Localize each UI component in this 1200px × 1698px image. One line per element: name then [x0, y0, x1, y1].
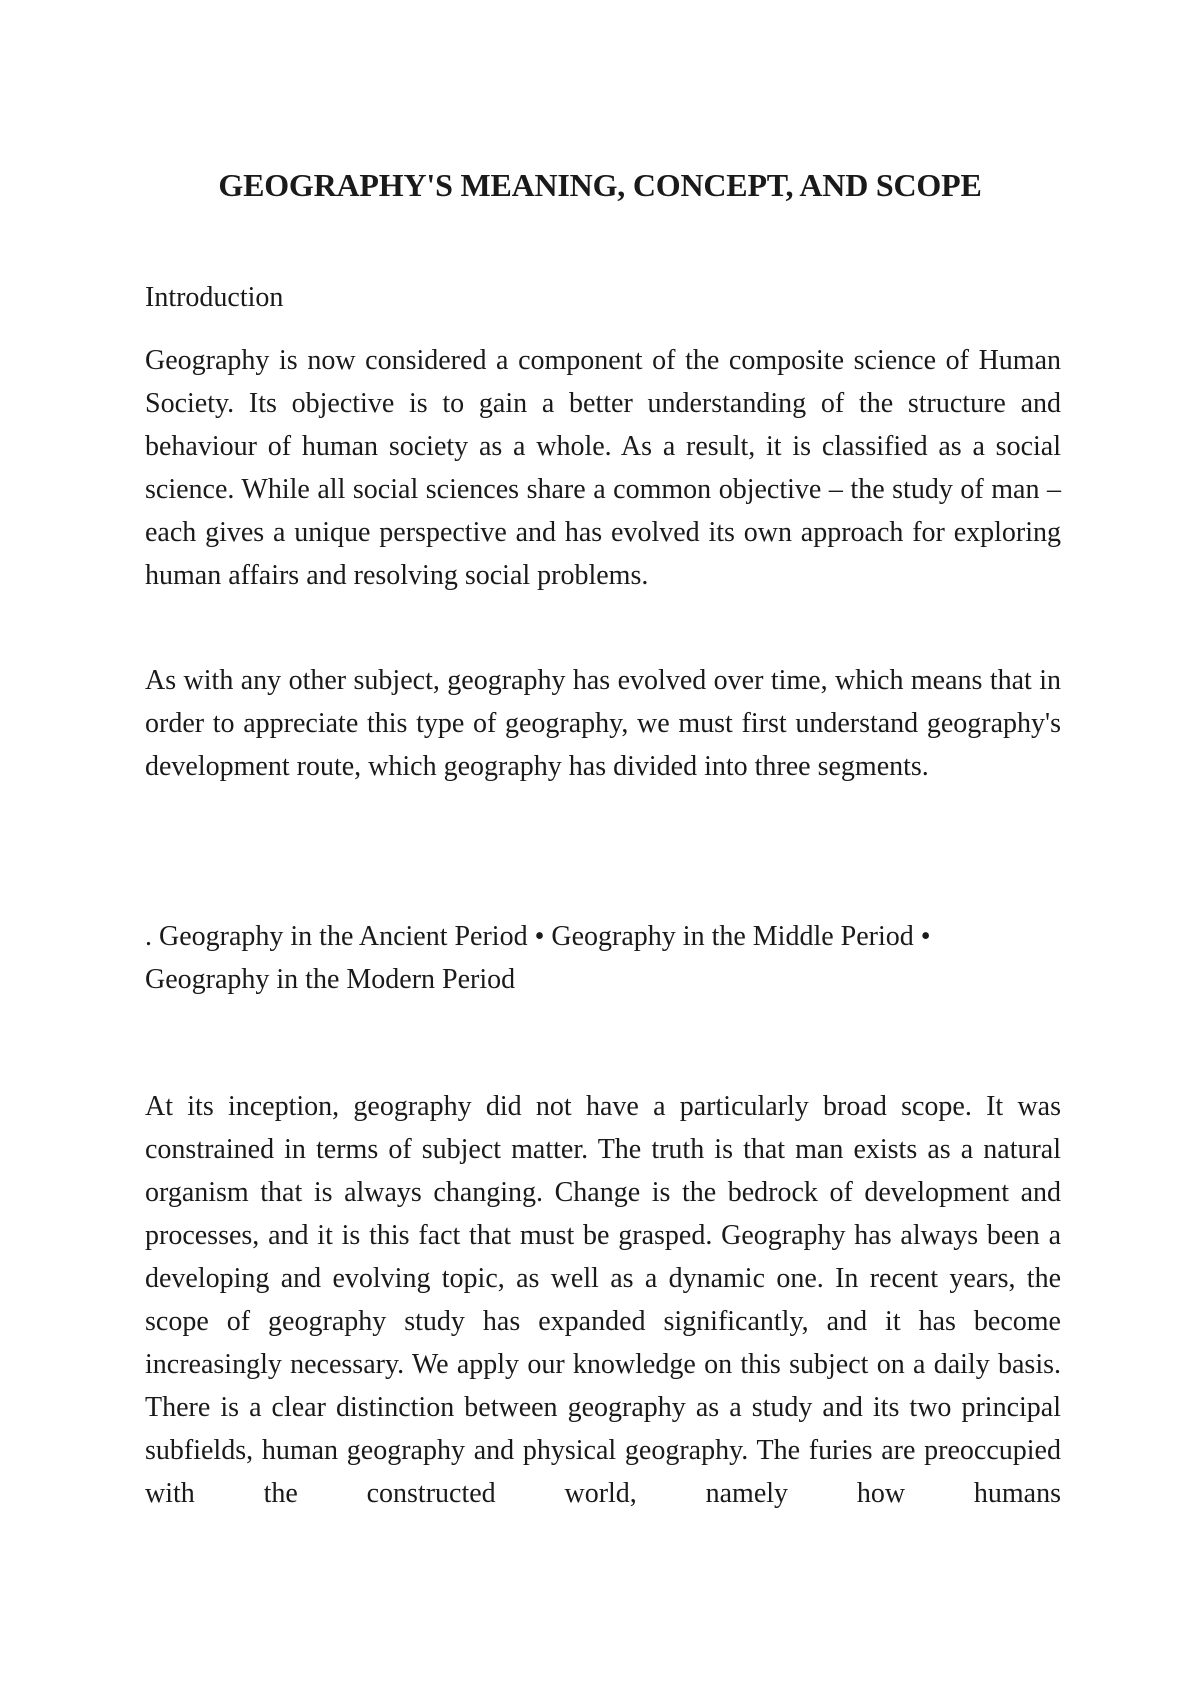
section-heading: Introduction	[145, 282, 284, 313]
paragraph-2: As with any other subject, geography has evolved over time, which means that in order to appreciate this type of geography, we must first understand geography's development route, which geography has divided into three segments.	[145, 665, 1061, 782]
periods-list: . Geography in the Ancient Period • Geography in the Middle Period • Geography in the Modern Period	[145, 921, 931, 995]
paragraph-3: At its inception, geography did not have a particularly broad scope. It was constrained in terms of subject matter. The truth is that man exists as a natural organism that is always changing. Change is the bedrock of development and processes, and it is this fact that must be grasped. Geography has always been a developing and evolving topic, as well as a dynamic one. In recent years, the scope of geography study has expanded significantly, and it has become increasingly necessary. We apply our knowledge on this subject on a daily basis. There is a clear distinction between geography as a study and its two principal subfields, human geography and physical geography. The furies are preoccupied with the constructed world, namely how humans	[145, 1091, 1061, 1509]
document-title: GEOGRAPHY'S MEANING, CONCEPT, AND SCOPE	[218, 167, 982, 204]
paragraph-1: Geography is now considered a component of the composite science of Human Society. Its objective is to gain a better understanding of the structure and behaviour of human society as a whole. As a result, it is classified as a social science. While all social sciences share a common objective – the study of man – each gives a unique perspective and has evolved its own approach for exploring human affairs and resolving social problems.	[145, 345, 1061, 591]
